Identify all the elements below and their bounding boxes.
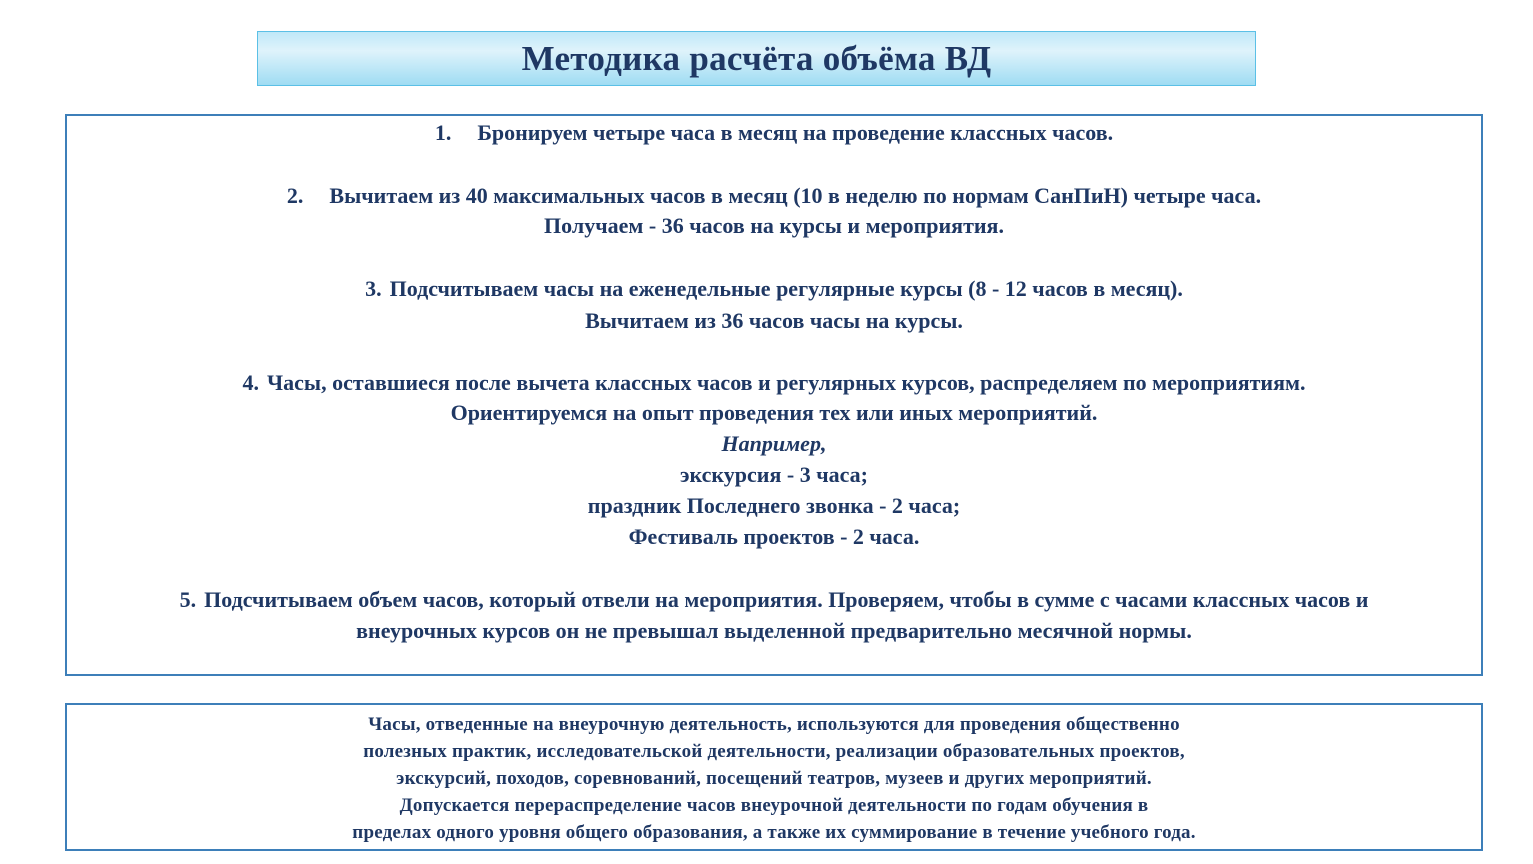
step-4-line-1 bbox=[67, 370, 1481, 396]
step-2-line-2: Получаем - 36 часов на курсы и мероприятия. bbox=[544, 213, 1004, 238]
page-title: Методика расчёта объёма ВД bbox=[521, 38, 992, 78]
example-item-3: Фестиваль проектов - 2 часа. bbox=[628, 524, 920, 549]
step-1-text: Бронируем четыре часа в месяц на проведение классных часов. bbox=[477, 120, 1114, 145]
note-line-5: пределах одного уровня общего образования, а также их суммирование в течение учебного года. bbox=[352, 822, 1196, 843]
step-2-line-1 bbox=[67, 183, 1481, 209]
step-2-text: Вычитаем из 40 максимальных часов в месяц (10 в неделю по нормам СанПиН) четыре часа. bbox=[329, 183, 1262, 208]
step-5-number: 5. bbox=[179, 587, 197, 612]
step-3-number: 3. bbox=[365, 276, 382, 301]
step-5-text: Подсчитываем объем часов, который отвели на мероприятия. Проверяем, чтобы в сумме с часами классных часов и bbox=[204, 587, 1369, 612]
note-line-2: полезных практик, исследовательской деятельности, реализации образовательных проектов, bbox=[363, 741, 1185, 762]
step-5-line-2: внеурочных курсов он не превышал выделенной предварительно месячной нормы. bbox=[356, 618, 1192, 643]
note-line-4: Допускается перераспределение часов внеурочной деятельности по годам обучения в bbox=[399, 795, 1149, 816]
step-5-line-1 bbox=[67, 587, 1481, 613]
steps-panel bbox=[65, 114, 1483, 676]
step-4-line-2: Ориентируемся на опыт проведения тех или иных мероприятий. bbox=[450, 400, 1098, 425]
step-3-line-1 bbox=[67, 276, 1481, 302]
step-3-line-2: Вычитаем из 36 часов часы на курсы. bbox=[585, 308, 963, 333]
note-line-1: Часы, отведенные на внеурочную деятельность, используются для проведения общественно bbox=[368, 714, 1180, 735]
step-4-number: 4. bbox=[242, 370, 260, 395]
example-item-2: праздник Последнего звонка - 2 часа; bbox=[587, 493, 961, 518]
note-line-3: экскурсий, походов, соревнований, посещений театров, музеев и других мероприятий. bbox=[396, 768, 1152, 789]
example-item-1: экскурсия - 3 часа; bbox=[680, 462, 868, 487]
step-4-text: Часы, оставшиеся после вычета классных часов и регулярных курсов, распределяем по мероприятиям. bbox=[267, 370, 1306, 395]
title-banner bbox=[257, 31, 1256, 86]
note-panel bbox=[65, 703, 1483, 851]
step-1-number: 1. bbox=[434, 120, 452, 145]
step-2-number: 2. bbox=[286, 183, 304, 208]
example-heading: Например, bbox=[721, 431, 827, 456]
step-1-line-1 bbox=[67, 120, 1481, 146]
step-3-text: Подсчитываем часы на еженедельные регулярные курсы (8 - 12 часов в месяц). bbox=[389, 276, 1183, 301]
